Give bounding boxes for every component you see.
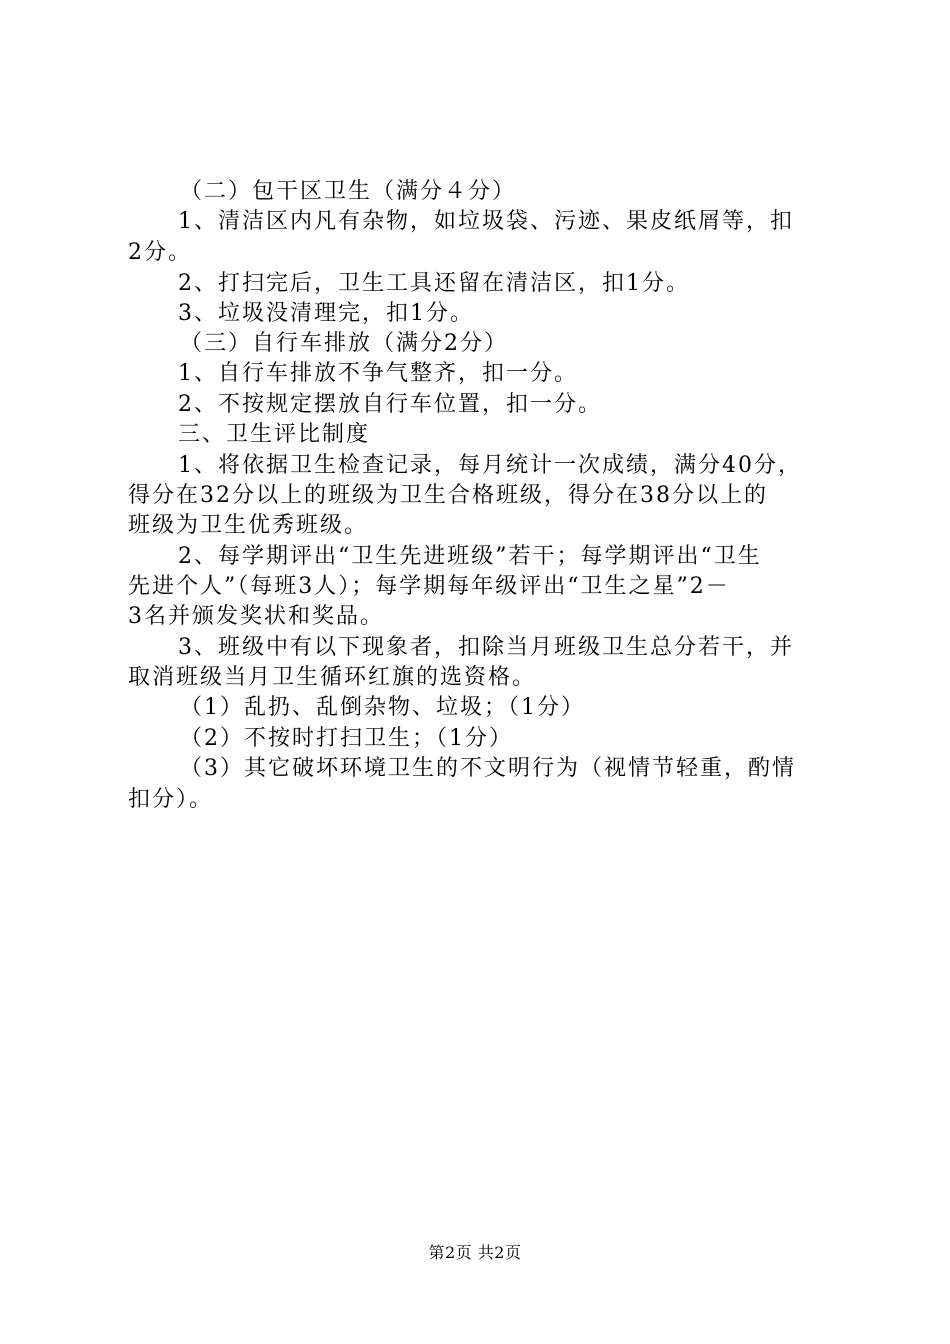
section-heading-evaluation-system: 三、卫生评比制度: [178, 422, 371, 447]
paragraph-line: 2、不按规定摆放自行车位置，扣一分。: [178, 392, 602, 417]
paragraph-line: 1、清洁区内凡有杂物，如垃圾袋、污迹、果皮纸屑等，扣: [178, 209, 794, 234]
paragraph-line: 得分在32分以上的班级为卫生合格班级，得分在38分以上的: [128, 483, 768, 508]
paragraph-line: 2分。: [128, 240, 192, 265]
paragraph-line: 班级为卫生优秀班级。: [128, 513, 369, 538]
paragraph-line: 取消班级当月卫生循环红旗的选资格。: [128, 665, 537, 690]
section-heading-cleaning-area: （二）包干区卫生（满分４分）: [180, 179, 517, 204]
paragraph-line: 3名并颁发奖状和奖品。: [128, 604, 384, 629]
list-item: （1）乱扔、乱倒杂物、垃圾；（1分）: [180, 695, 585, 720]
paragraph-line: 2、每学期评出“卫生先进班级”若干；每学期评出“卫生: [178, 544, 762, 569]
paragraph-line: 2、打扫完后，卫生工具还留在清洁区，扣1分。: [178, 271, 690, 296]
list-item: （2）不按时打扫卫生；（1分）: [180, 726, 513, 751]
paragraph-line: 1、将依据卫生检查记录，每月统计一次成绩，满分40分，: [178, 453, 802, 478]
paragraph-line: 扣分）。: [128, 787, 214, 812]
page-number-footer: 第2页 共2页: [428, 1243, 522, 1262]
paragraph-line: 3、垃圾没清理完，扣1分。: [178, 301, 474, 326]
paragraph-line: 先进个人”（每班3人）；每学期每年级评出“卫生之星”2－: [128, 574, 730, 599]
section-heading-bicycle-parking: （三）自行车排放（满分2分）: [180, 331, 508, 356]
list-item: （3）其它破坏环境卫生的不文明行为（视情节轻重，酌情: [180, 756, 796, 781]
paragraph-line: 3、班级中有以下现象者，扣除当月班级卫生总分若干，并: [178, 635, 794, 660]
paragraph-line: 1、自行车排放不争气整齐，扣一分。: [178, 361, 578, 386]
